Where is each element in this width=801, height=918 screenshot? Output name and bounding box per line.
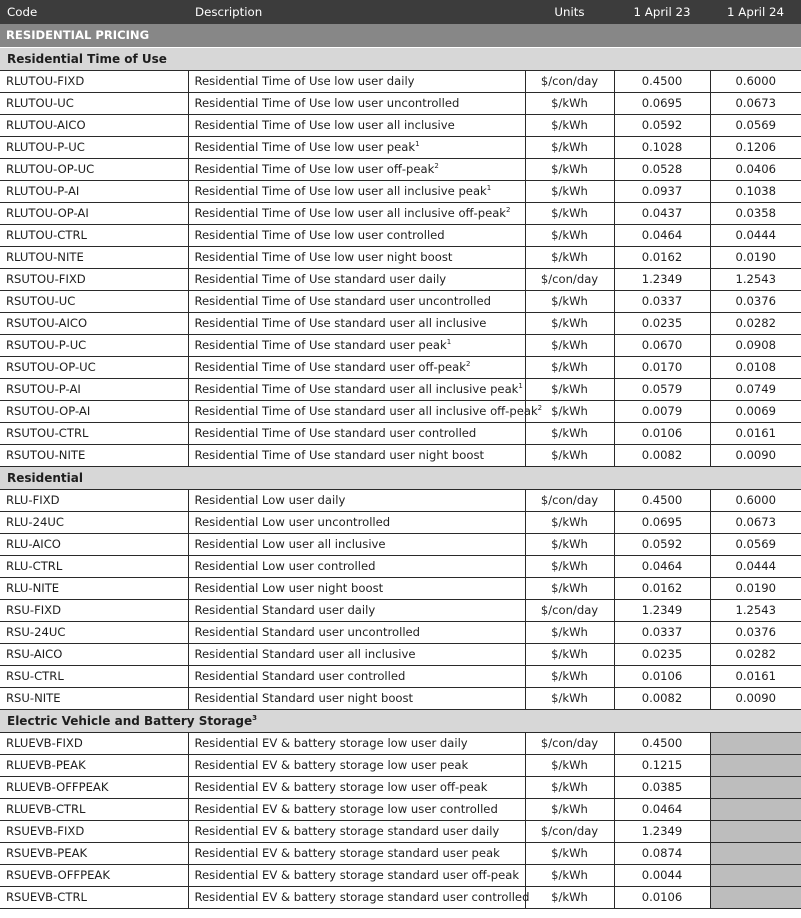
tariff-description-cell	[188, 400, 543, 422]
table-row	[0, 92, 801, 114]
tariff-units: $/kWh	[525, 400, 614, 422]
footnote-marker: 2	[537, 404, 543, 412]
header-description: Description	[195, 5, 263, 19]
price-april-24: 0.6000	[710, 489, 801, 511]
section-title: Residential	[7, 470, 83, 485]
tariff-code: RSUTOU-FIXD	[0, 268, 188, 290]
tariff-description: Residential EV & battery storage low user daily	[194, 736, 468, 750]
footnote-marker: 2	[434, 162, 439, 170]
price-april-23: 0.0162	[614, 577, 710, 599]
tariff-code: RLUEVB-FIXD	[0, 732, 188, 754]
tariff-units: $/kWh	[525, 422, 614, 444]
price-april-24: 0.0376	[710, 290, 801, 312]
tariff-code: RLU-NITE	[0, 577, 188, 599]
tariff-code: RLU-AICO	[0, 533, 188, 555]
tariff-code: RSU-NITE	[0, 687, 188, 709]
tariff-code: RLUTOU-NITE	[0, 246, 188, 268]
table-row	[0, 136, 801, 158]
tariff-code: RLU-FIXD	[0, 489, 188, 511]
tariff-description-cell	[188, 820, 525, 842]
table-row	[0, 886, 801, 908]
tariff-description: Residential Time of Use standard user all inclusive off-peak	[194, 404, 538, 418]
price-april-23: 0.0695	[614, 92, 710, 114]
price-april-23: 0.0082	[614, 687, 710, 709]
tariff-units: $/kWh	[525, 158, 614, 180]
price-april-23: 0.0106	[614, 665, 710, 687]
tariff-description-cell	[188, 136, 525, 158]
table-row	[0, 621, 801, 643]
tariff-description-cell	[188, 92, 525, 114]
price-april-24: 0.0190	[710, 246, 801, 268]
tariff-code: RLU-24UC	[0, 511, 188, 533]
tariff-description: Residential Standard user all inclusive	[194, 647, 416, 661]
tariff-units: $/con/day	[525, 268, 614, 290]
tariff-description: Residential Time of Use standard user off-peak	[194, 360, 466, 374]
table-row	[0, 577, 801, 599]
tariff-description-cell	[188, 886, 530, 908]
price-april-24: 1.2543	[710, 268, 801, 290]
price-april-24: 0.0444	[710, 555, 801, 577]
tariff-description: Residential Standard user uncontrolled	[194, 625, 421, 639]
tariff-description-cell	[188, 577, 525, 599]
price-april-23: 0.4500	[614, 70, 710, 92]
price-april-23: 1.2349	[614, 268, 710, 290]
tariff-description: Residential Time of Use low user night boost	[194, 250, 453, 264]
tariff-units: $/kWh	[525, 776, 614, 798]
tariff-description-cell	[188, 246, 525, 268]
price-april-24: 0.0282	[710, 643, 801, 665]
tariff-code: RLUEVB-PEAK	[0, 754, 188, 776]
price-april-23: 0.0170	[614, 356, 710, 378]
table-row	[0, 202, 801, 224]
tariff-units: $/kWh	[525, 246, 614, 268]
price-april-24: 0.0569	[710, 114, 801, 136]
price-april-23: 0.0337	[614, 290, 710, 312]
price-april-23: 0.0874	[614, 842, 710, 864]
tariff-description-cell	[188, 621, 525, 643]
tariff-description: Residential Time of Use low user peak	[194, 140, 416, 154]
tariff-description-cell	[188, 489, 525, 511]
price-april-24-empty	[710, 842, 801, 864]
tariff-description-cell	[188, 864, 525, 886]
tariff-units: $/con/day	[525, 70, 614, 92]
price-april-24: 0.0673	[710, 511, 801, 533]
section-title-cell	[0, 47, 801, 70]
table-row	[0, 511, 801, 533]
tariff-description: Residential Low user controlled	[194, 559, 376, 573]
tariff-units: $/kWh	[525, 842, 614, 864]
tariff-description: Residential EV & battery storage standard user controlled	[194, 890, 530, 904]
price-april-24: 0.0161	[710, 665, 801, 687]
price-april-24: 0.0569	[710, 533, 801, 555]
tariff-code: RLUTOU-OP-UC	[0, 158, 188, 180]
tariff-description-cell	[188, 599, 525, 621]
table-row	[0, 246, 801, 268]
tariff-units: $/kWh	[525, 665, 614, 687]
price-april-23: 0.0464	[614, 798, 710, 820]
tariff-description-cell	[188, 511, 525, 533]
tariff-units: $/kWh	[525, 864, 614, 886]
price-april-24: 0.0108	[710, 356, 801, 378]
tariff-units: $/kWh	[525, 92, 614, 114]
price-april-24-empty	[710, 754, 801, 776]
tariff-code: RSUTOU-OP-UC	[0, 356, 188, 378]
tariff-description-cell	[188, 356, 525, 378]
header-code: Code	[7, 5, 38, 19]
footnote-marker: 2	[465, 360, 471, 368]
tariff-units: $/kWh	[525, 378, 614, 400]
price-april-23: 0.0106	[614, 886, 710, 908]
table-row	[0, 555, 801, 577]
tariff-description: Residential Standard user daily	[194, 603, 376, 617]
tariff-description: Residential EV & battery storage low user controlled	[194, 802, 498, 816]
table-title: RESIDENTIAL PRICING	[0, 24, 801, 47]
footnote-marker: 1	[518, 382, 523, 390]
price-april-23: 0.0082	[614, 444, 710, 466]
tariff-code: RSUTOU-NITE	[0, 444, 188, 466]
table-row	[0, 754, 801, 776]
price-april-24: 0.0069	[710, 400, 801, 422]
price-april-24: 0.0908	[710, 334, 801, 356]
price-april-24-empty	[710, 732, 801, 754]
price-april-24: 0.1038	[710, 180, 801, 202]
price-april-24: 0.6000	[710, 70, 801, 92]
tariff-description: Residential EV & battery storage standard user peak	[194, 846, 500, 860]
price-april-23: 0.0235	[614, 312, 710, 334]
header-april-24: 1 April 24	[727, 5, 784, 19]
tariff-description-cell	[188, 776, 525, 798]
section-title: Residential Time of Use	[7, 51, 167, 66]
price-april-23: 0.0592	[614, 533, 710, 555]
tariff-description: Residential Time of Use standard user daily	[194, 272, 447, 286]
price-april-24-empty	[710, 776, 801, 798]
table-row	[0, 842, 801, 864]
price-april-24: 0.0749	[710, 378, 801, 400]
table-row	[0, 70, 801, 92]
tariff-units: $/kWh	[525, 555, 614, 577]
table-row	[0, 268, 801, 290]
tariff-description-cell	[188, 555, 525, 577]
tariff-description: Residential Time of Use standard user peak	[194, 338, 447, 352]
tariff-units: $/kWh	[525, 114, 614, 136]
price-april-23: 1.2349	[614, 599, 710, 621]
tariff-description: Residential Low user all inclusive	[194, 537, 386, 551]
table-row	[0, 444, 801, 466]
tariff-units: $/con/day	[525, 489, 614, 511]
tariff-units: $/con/day	[525, 599, 614, 621]
table-row	[0, 489, 801, 511]
section-header-row	[0, 47, 801, 70]
tariff-units: $/kWh	[525, 444, 614, 466]
price-april-24: 0.0190	[710, 577, 801, 599]
tariff-description-cell	[188, 378, 525, 400]
price-april-23: 0.0670	[614, 334, 710, 356]
tariff-description-cell	[188, 180, 525, 202]
section-title-cell	[0, 466, 801, 489]
tariff-description: Residential Time of Use low user all inclusive	[194, 118, 455, 132]
tariff-units: $/kWh	[525, 754, 614, 776]
tariff-code: RSUTOU-CTRL	[0, 422, 188, 444]
price-april-23: 0.0106	[614, 422, 710, 444]
table-row	[0, 687, 801, 709]
table-row	[0, 356, 801, 378]
section-header-row	[0, 466, 801, 489]
table-row	[0, 334, 801, 356]
price-april-23: 0.4500	[614, 732, 710, 754]
tariff-description: Residential Time of Use low user uncontrolled	[194, 96, 460, 110]
tariff-description-cell	[188, 290, 525, 312]
tariff-code: RLU-CTRL	[0, 555, 188, 577]
header-row	[0, 0, 801, 24]
tariff-units: $/con/day	[525, 732, 614, 754]
tariff-code: RSUTOU-AICO	[0, 312, 188, 334]
table-row	[0, 533, 801, 555]
table-row	[0, 224, 801, 246]
price-april-23: 0.1028	[614, 136, 710, 158]
price-april-24-empty	[710, 798, 801, 820]
tariff-description: Residential Time of Use low user off-peak	[194, 162, 435, 176]
tariff-description: Residential EV & battery storage standard user off-peak	[194, 868, 520, 882]
tariff-description: Residential Time of Use standard user uncontrolled	[194, 294, 491, 308]
footnote-marker: 1	[415, 140, 420, 148]
tariff-description: Residential Time of Use low user controlled	[194, 228, 445, 242]
section-title-cell	[0, 709, 801, 732]
tariff-description-cell	[188, 70, 525, 92]
table-row	[0, 820, 801, 842]
table-row	[0, 732, 801, 754]
tariff-description-cell	[188, 114, 525, 136]
table-row	[0, 422, 801, 444]
tariff-description: Residential Low user daily	[194, 493, 346, 507]
price-april-23: 1.2349	[614, 820, 710, 842]
tariff-description-cell	[188, 158, 525, 180]
footnote-marker: 3	[252, 713, 258, 722]
price-april-23: 0.0695	[614, 511, 710, 533]
header-units: Units	[554, 5, 585, 19]
price-april-24: 0.0161	[710, 422, 801, 444]
price-april-24: 0.0358	[710, 202, 801, 224]
tariff-units: $/kWh	[525, 334, 614, 356]
price-april-23: 0.0162	[614, 246, 710, 268]
tariff-code: RSUTOU-P-AI	[0, 378, 188, 400]
tariff-code: RLUTOU-CTRL	[0, 224, 188, 246]
price-april-24: 0.0282	[710, 312, 801, 334]
tariff-description-cell	[188, 842, 525, 864]
tariff-code: RSUEVB-FIXD	[0, 820, 188, 842]
tariff-code: RSUEVB-PEAK	[0, 842, 188, 864]
price-april-24-empty	[710, 820, 801, 842]
tariff-description: Residential Time of Use low user all inclusive peak	[194, 184, 487, 198]
table-row	[0, 400, 801, 422]
tariff-code: RLUEVB-OFFPEAK	[0, 776, 188, 798]
tariff-description: Residential Low user night boost	[194, 581, 384, 595]
tariff-units: $/kWh	[525, 577, 614, 599]
tariff-code: RSUTOU-P-UC	[0, 334, 188, 356]
price-april-24: 0.0406	[710, 158, 801, 180]
price-april-23: 0.0579	[614, 378, 710, 400]
header-april-23: 1 April 23	[633, 5, 691, 19]
tariff-code: RSUTOU-OP-AI	[0, 400, 188, 422]
price-april-24: 0.1206	[710, 136, 801, 158]
tariff-code: RLUTOU-OP-AI	[0, 202, 188, 224]
price-april-23: 0.0385	[614, 776, 710, 798]
table-row	[0, 864, 801, 886]
table-row	[0, 378, 801, 400]
tariff-description-cell	[188, 224, 525, 246]
section-title: Electric Vehicle and Battery Storage	[7, 713, 253, 728]
table-row	[0, 776, 801, 798]
tariff-units: $/kWh	[525, 643, 614, 665]
tariff-description-cell	[188, 754, 525, 776]
price-april-23: 0.4500	[614, 489, 710, 511]
tariff-description: Residential Time of Use standard user all inclusive	[194, 316, 487, 330]
footnote-marker: 1	[446, 338, 452, 346]
tariff-units: $/kWh	[525, 621, 614, 643]
price-april-23: 0.0464	[614, 224, 710, 246]
tariff-units: $/kWh	[525, 136, 614, 158]
tariff-description: Residential Time of Use standard user night boost	[194, 448, 485, 462]
footnote-marker: 1	[486, 184, 492, 192]
tariff-code: RSU-24UC	[0, 621, 188, 643]
tariff-description-cell	[188, 422, 525, 444]
tariff-description: Residential EV & battery storage low user off-peak	[194, 780, 488, 794]
tariff-code: RSU-FIXD	[0, 599, 188, 621]
tariff-units: $/kWh	[525, 687, 614, 709]
price-april-24: 0.0444	[710, 224, 801, 246]
price-april-23: 0.0937	[614, 180, 710, 202]
tariff-units: $/kWh	[525, 798, 614, 820]
tariff-units: $/kWh	[525, 886, 614, 908]
tariff-description: Residential Standard user night boost	[194, 691, 414, 705]
tariff-description: Residential EV & battery storage standard user daily	[194, 824, 500, 838]
table-row	[0, 312, 801, 334]
section-header-row	[0, 709, 801, 732]
tariff-code: RSUEVB-CTRL	[0, 886, 188, 908]
price-april-24-empty	[710, 886, 801, 908]
tariff-description-cell	[188, 202, 525, 224]
tariff-code: RLUTOU-UC	[0, 92, 188, 114]
tariff-units: $/kWh	[525, 180, 614, 202]
price-april-23: 0.1215	[614, 754, 710, 776]
tariff-description-cell	[188, 732, 525, 754]
tariff-code: RLUTOU-FIXD	[0, 70, 188, 92]
price-april-24: 0.0376	[710, 621, 801, 643]
table-title-row	[0, 24, 801, 47]
price-april-24: 0.0090	[710, 687, 801, 709]
tariff-description-cell	[188, 334, 525, 356]
table-row	[0, 643, 801, 665]
table-row	[0, 290, 801, 312]
tariff-code: RLUTOU-AICO	[0, 114, 188, 136]
table-row	[0, 114, 801, 136]
table-row	[0, 180, 801, 202]
tariff-description: Residential Low user uncontrolled	[194, 515, 391, 529]
tariff-description-cell	[188, 665, 525, 687]
tariff-units: $/kWh	[525, 202, 614, 224]
footnote-marker: 2	[506, 206, 511, 214]
price-april-23: 0.0044	[614, 864, 710, 886]
tariff-units: $/kWh	[525, 511, 614, 533]
tariff-description: Residential Time of Use standard user all inclusive peak	[194, 382, 519, 396]
tariff-description-cell	[188, 687, 525, 709]
tariff-description-cell	[188, 533, 525, 555]
price-april-23: 0.0528	[614, 158, 710, 180]
tariff-description-cell	[188, 268, 525, 290]
tariff-units: $/kWh	[525, 290, 614, 312]
tariff-code: RSUTOU-UC	[0, 290, 188, 312]
tariff-description: Residential Time of Use low user daily	[194, 74, 415, 88]
tariff-description: Residential Time of Use standard user controlled	[194, 426, 477, 440]
tariff-units: $/kWh	[525, 312, 614, 334]
price-april-23: 0.0079	[614, 400, 710, 422]
table-row	[0, 665, 801, 687]
tariff-units: $/kWh	[525, 224, 614, 246]
table-row	[0, 158, 801, 180]
tariff-code: RSUEVB-OFFPEAK	[0, 864, 188, 886]
tariff-description-cell	[188, 312, 525, 334]
price-april-23: 0.0464	[614, 555, 710, 577]
tariff-description-cell	[188, 643, 525, 665]
tariff-description: Residential EV & battery storage low user peak	[194, 758, 469, 772]
table-row	[0, 599, 801, 621]
tariff-code: RLUTOU-P-UC	[0, 136, 188, 158]
tariff-description-cell	[188, 444, 525, 466]
price-april-24: 0.0090	[710, 444, 801, 466]
tariff-description: Residential Standard user controlled	[194, 669, 406, 683]
price-april-23: 0.0235	[614, 643, 710, 665]
table-body	[0, 24, 801, 908]
tariff-code: RSU-AICO	[0, 643, 188, 665]
tariff-units: $/kWh	[525, 356, 614, 378]
price-april-24: 1.2543	[710, 599, 801, 621]
tariff-description-cell	[188, 798, 525, 820]
table-row	[0, 798, 801, 820]
tariff-description: Residential Time of Use low user all inclusive off-peak	[194, 206, 507, 220]
price-april-23: 0.0592	[614, 114, 710, 136]
price-april-24: 0.0673	[710, 92, 801, 114]
tariff-units: $/kWh	[525, 533, 614, 555]
tariff-code: RSU-CTRL	[0, 665, 188, 687]
price-april-23: 0.0337	[614, 621, 710, 643]
price-april-24-empty	[710, 864, 801, 886]
price-april-23: 0.0437	[614, 202, 710, 224]
tariff-units: $/con/day	[525, 820, 614, 842]
tariff-code: RLUEVB-CTRL	[0, 798, 188, 820]
tariff-code: RLUTOU-P-AI	[0, 180, 188, 202]
